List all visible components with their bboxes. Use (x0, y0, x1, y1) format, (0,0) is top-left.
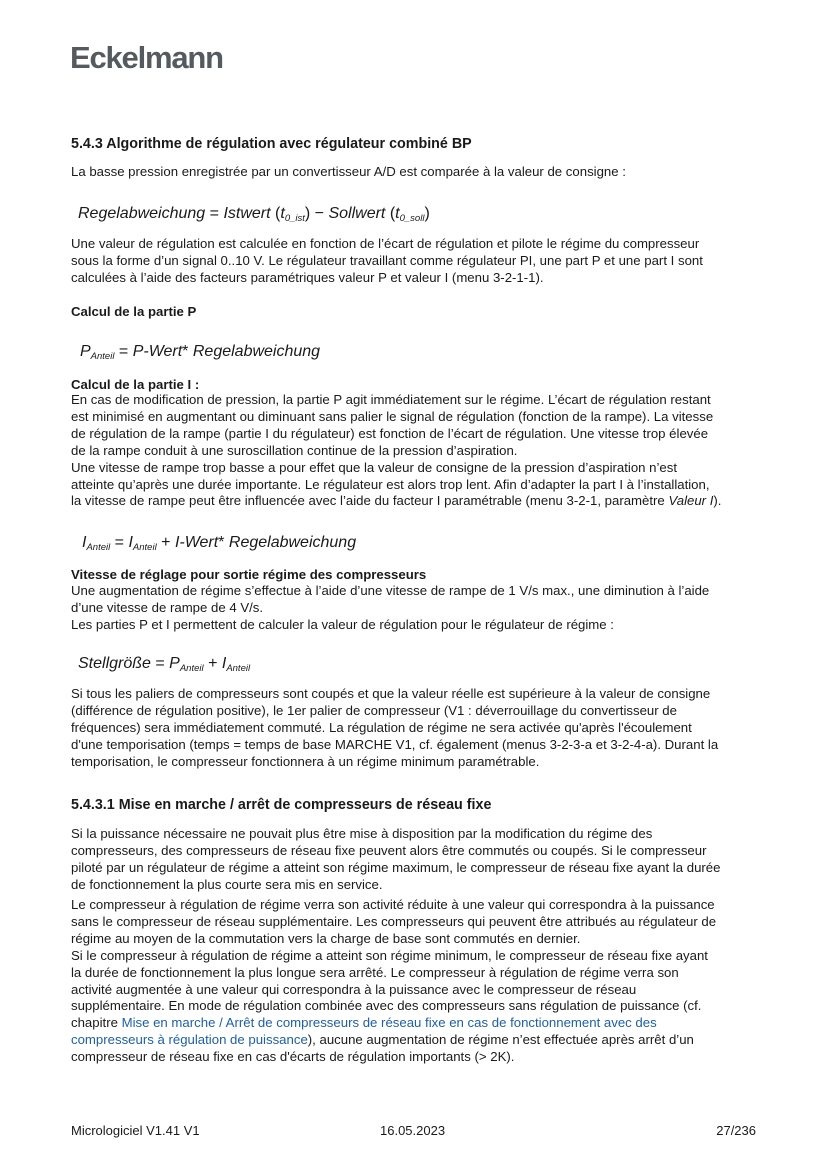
formula3-factor: I-Wert (174, 534, 219, 551)
formula2-times: * (182, 343, 189, 360)
section-title: 5.4.3 Algorithme de régulation avec régulateur combiné BP (71, 136, 472, 152)
formula-i-anteil (82, 533, 356, 558)
formula1-term2: Sollwert (328, 205, 386, 222)
text-line: Une valeur de régulation est calculée en fonction de l’écart de régulation et pilote le régime du compresseur (71, 236, 700, 251)
text-line: compresseurs, des compresseurs de réseau fixe peuvent alors être commutés ou coupés. Si le compresseur (71, 842, 707, 858)
paragraph-i-part (71, 392, 761, 510)
text-line (71, 1032, 761, 1049)
footer-firmware: Micrologiciel V1.41 V1 (71, 1123, 200, 1138)
formula3-lhs-sub: Anteil (86, 542, 111, 553)
text-line: En cas de modification de pression, la partie P agit immédiatement sur le régime. L’écart de régulation restant (71, 392, 711, 407)
italic-parameter: Valeur I (668, 493, 714, 509)
text-segment: chapitre (71, 1015, 122, 1031)
formula2-lhs: P (80, 343, 91, 360)
text-line: compresseur de réseau fixe en cas d'écarts de régulation importants (> 2K). (71, 1049, 515, 1065)
text-line: Le compresseur à régulation de régime verra son activité réduite à une valeur qui correspondra à la puissance (71, 897, 715, 912)
formula4-p-sub: Anteil (179, 663, 204, 674)
formula1-term1: Istwert (223, 205, 271, 222)
formula4-p: P (169, 655, 180, 672)
formula3-rhs: Regelabweichung (228, 534, 357, 551)
footer-date: 16.05.2023 (380, 1123, 446, 1138)
text-line: temporisation, le compresseur fonctionnera à un régime minimum paramétrable. (71, 753, 540, 769)
formula4-lhs: Stellgröße (78, 655, 151, 672)
text-line: Une vitesse de rampe trop basse a pour effet que la valeur de consigne de la pression d’aspiration n’est (71, 459, 678, 475)
formula2-factor: P-Wert (132, 343, 183, 360)
text-line: Si la puissance nécessaire ne pouvait plus être mise à disposition par la modification du régime des (71, 826, 653, 841)
text-line: régime au moyen de la commutation vers la charge de base sont commutés en dernier. (71, 930, 581, 946)
text-line: calculées à l’aide des facteurs paramétriques valeur P et valeur I (menu 3-2-1-1). (71, 269, 544, 285)
formula3-times: * (218, 534, 225, 551)
text-line: la durée de fonctionnement la plus longue sera arrêté. Le compresseur à régulation de régime verra son (71, 964, 679, 980)
formula4-i-sub: Anteil (226, 663, 251, 674)
text-line: sans le compresseur de réseau supplémentaire. Les compresseurs qui peuvent être attribués au régulateur de (71, 913, 717, 929)
text-line: Les parties P et I permettent de calculer la valeur de régulation pour le régulateur de régime : (71, 616, 614, 632)
text-line: de la rampe conduit à une suroscillation continue de la pression d’aspiration. (71, 442, 518, 458)
paragraph-regulation-value (71, 236, 761, 287)
text-line: d’une vitesse de rampe de 4 V/s. (71, 599, 264, 615)
text-line: de régulation de la rampe (partie I du régulateur) est fonction de l’écart de régulation. Une vitesse trop élevée (71, 425, 709, 441)
formula3-term-sub: Anteil (132, 542, 157, 553)
heading-speed: Vitesse de réglage pour sortie régime des compresseurs (71, 567, 427, 582)
text-line: Si le compresseur à régulation de régime a atteint son régime minimum, le compresseur de réseau fixe ayant (71, 947, 708, 963)
footer-page-number: 27/236 (716, 1123, 756, 1138)
paragraph-fixed-network-detail (71, 897, 761, 1066)
text-line: Si tous les paliers de compresseurs sont coupés et que la valeur réelle est supérieure à la valeur de consigne (71, 686, 711, 701)
text-segment: ), aucune augmentation de régime n’est effectuée après arrêt d’un (307, 1032, 694, 1048)
formula1-term2-sub: 0_soll (399, 213, 425, 224)
subsection-title: 5.4.3.1 Mise en marche / arrêt de compresseurs de réseau fixe (71, 797, 492, 813)
text-line: de fonctionnement la plus courte sera mis en service. (71, 876, 383, 892)
formula1-term1-arg: t (280, 205, 285, 222)
formula-p-anteil (80, 342, 320, 367)
formula2-eq: = (118, 343, 129, 360)
text-segment: la vitesse de rampe peut être influencée avec l’aide du facteur I paramétrable (menu 3-2-1, paramètre (71, 493, 669, 509)
formula1-eq: = (209, 205, 219, 222)
text-line: Une augmentation de régime s’effectue à l’aide d’une vitesse de rampe de 1 V/s max., une diminution à l’aide (71, 583, 710, 598)
text-line (71, 493, 761, 510)
formula4-i: I (221, 655, 227, 672)
chapter-link[interactable]: Mise en marche / Arrêt de compresseurs de réseau fixe en cas de fonctionnement avec des (121, 1015, 657, 1031)
text-line: d'une temporisation (temps = temps de base MARCHE V1, cf. également (menus 3-2-3-a et 3-2-4-a). Durant la (71, 736, 719, 752)
text-line (71, 1015, 761, 1032)
text-line: supplémentaire. En mode de régulation combinée avec des compresseurs sans régulation de puissance (cf. (71, 998, 702, 1014)
heading-calc-p: Calcul de la partie P (71, 304, 197, 319)
text-line: sous la forme d’un signal 0..10 V. Le régulateur travaillant comme régulateur PI, une part P et une part I sont (71, 252, 703, 268)
formula2-lhs-sub: Anteil (90, 351, 115, 362)
paragraph-fixed-network-intro (71, 826, 761, 894)
text-line: atteinte qu’après une durée importante. Le régulateur est alors trop lent. Afin d’adapter la part I à l’installation, (71, 476, 710, 492)
formula1-term2-arg: t (395, 205, 400, 222)
formula-regelabweichung: Regelabweichung = Istwert $(t_{0\_ist})$ − Sollwert $(t_{0\_soll})$ (78, 205, 430, 224)
formula3-plus: + (161, 534, 171, 551)
paragraph-compressor-stages (71, 686, 761, 771)
formula1-term1-sub: 0_ist (284, 213, 305, 224)
text-segment: ). (713, 493, 722, 509)
formula-stellgroesse (78, 654, 250, 679)
formula1-lhs: Regelabweichung (78, 205, 206, 222)
paragraph-ramp-speed (71, 583, 761, 634)
formula3-lhs: I (82, 534, 87, 551)
formula3-eq: = (114, 534, 125, 551)
text-line: fréquences) sera immédiatement commuté. La régulation de régime ne sera activée qu'après l'écoulement (71, 719, 692, 735)
chapter-link-continued[interactable]: compresseurs à régulation de puissance (71, 1032, 308, 1048)
formula3-term: I (128, 534, 133, 551)
section-intro: La basse pression enregistrée par un convertisseur A/D est comparée à la valeur de consigne : (71, 164, 626, 179)
formula4-eq: = (155, 655, 165, 672)
company-logo: Eckelmann (70, 40, 223, 75)
text-line: est minimisé en augmentant ou diminuant sans palier le signal de régulation (fonction de la rampe). La vitesse (71, 408, 714, 424)
text-line: activité augmentée à une valeur qui correspondra à la puissance avec le compresseur de réseau (71, 981, 637, 997)
text-line: (différence de régulation positive), le 1er palier de compresseur (V1 : déverrouillage du convertisseur de (71, 702, 677, 718)
formula4-plus: + (208, 655, 218, 672)
formula1-minus: − (314, 205, 325, 222)
text-line: piloté par un régulateur de régime a atteint son régime maximum, le compresseur de réseau fixe ayant la durée (71, 859, 721, 875)
heading-calc-i: Calcul de la partie I : (71, 377, 200, 392)
formula2-rhs: Regelabweichung (192, 343, 321, 360)
